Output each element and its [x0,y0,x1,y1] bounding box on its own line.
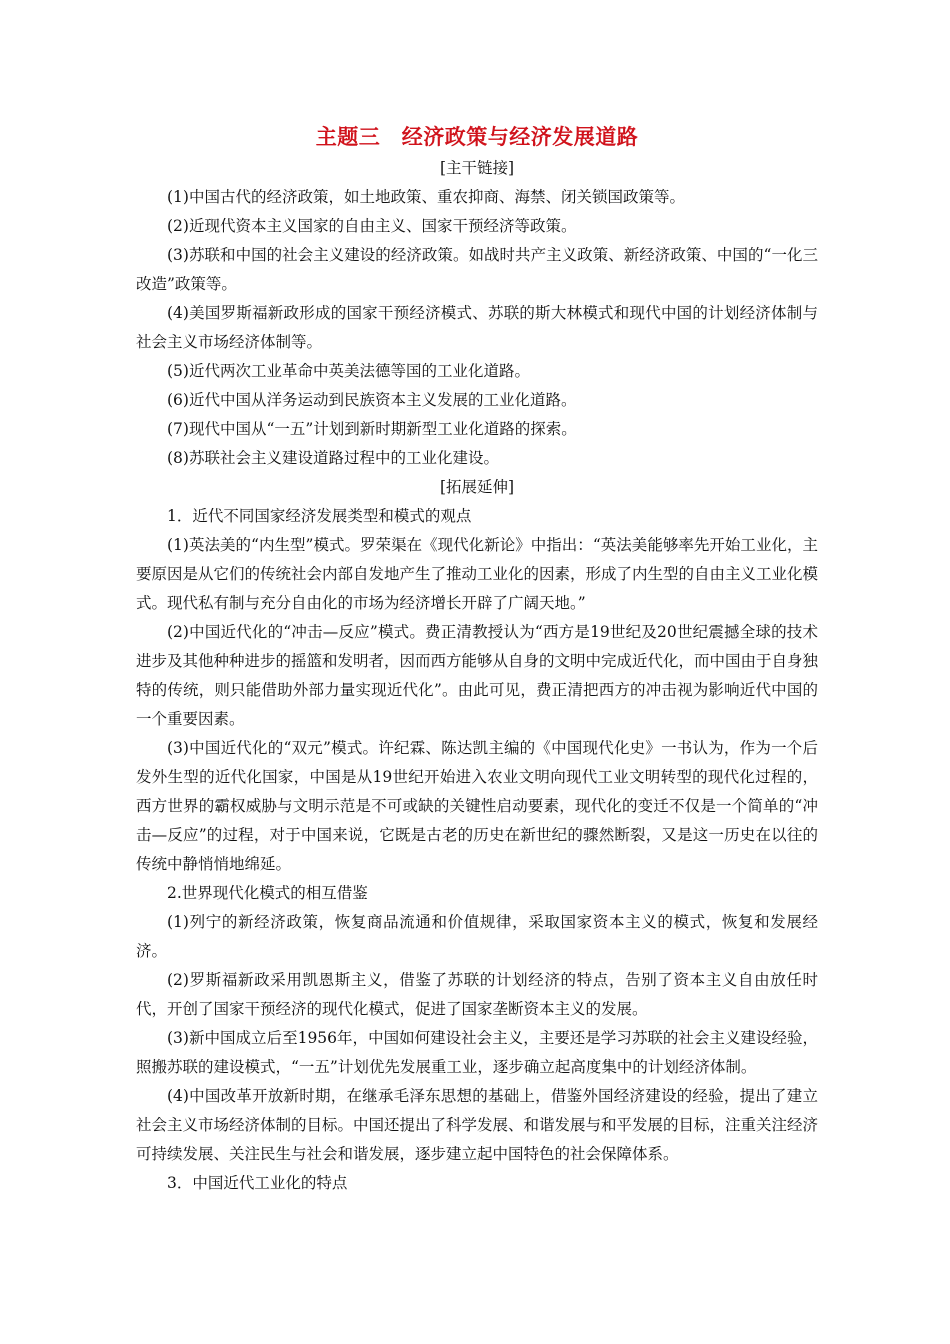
section-2-para-3: (3)新中国成立后至1956年，中国如何建设社会主义，主要还是学习苏联的社会主义建设经验，照搬苏联的建设模式，“一五”计划优先发展重工业，逐步确立起高度集中的计划经济体制。 [136,1029,818,1076]
trunk-item-5: (5)近代两次工业革命中英美法德等国的工业化道路。 [167,362,530,380]
extension-heading: [拓展延伸] [439,478,515,496]
section-1-para-1: (1)英法美的“内生型”模式。罗荣渠在《现代化新论》中指出：“英法美能够率先开始工业化，主要原因是从它们的传统社会内部自发地产生了推动工业化的因素，形成了内生型的自由主义工业化模式。现代私有制与充分自由化的市场为经济增长开辟了广阔天地。” [136,536,819,612]
trunk-item-8: (8)苏联社会主义建设道路过程中的工业化建设。 [167,449,499,467]
section-2-para-2: (2)罗斯福新政采用凯恩斯主义，借鉴了苏联的计划经济的特点，告别了资本主义自由放任时代，开创了国家干预经济的现代化模式，促进了国家垄断资本主义的发展。 [136,971,818,1018]
trunk-item-3: (3)苏联和中国的社会主义建设的经济政策。如战时共产主义政策、新经济政策、中国的“一化三改造”政策等。 [136,246,818,293]
section-1-para-2: (2)中国近代化的“冲击—反应”模式。费正清教授认为“西方是19世纪及20世纪震撼全球的技术进步及其他种种进步的摇篮和发明者，因而西方能够从自身的文明中完成近代化，而中国由于自身独特的传统，则只能借助外部力量实现近代化”。由此可见，费正清把西方的冲击视为影响近代中国的一个重要因素。 [136,623,819,728]
page-title: 主题三 经济政策与经济发展道路 [315,125,639,149]
section-3-title: 3．中国近代工业化的特点 [167,1174,348,1192]
section-2-para-1: (1)列宁的新经济政策，恢复商品流通和价值规律，采取国家资本主义的模式，恢复和发展经济。 [136,913,818,960]
document-body [136,120,818,1198]
trunk-item-4: (4)美国罗斯福新政形成的国家干预经济模式、苏联的斯大林模式和现代中国的计划经济体制与社会主义市场经济体制等。 [136,304,818,351]
section-2-para-4: (4)中国改革开放新时期，在继承毛泽东思想的基础上，借鉴外国经济建设的经验，提出了建立社会主义市场经济体制的目标。中国还提出了科学发展、和谐发展与和平发展的目标，注重关注经济可持续发展、关注民生与社会和谐发展，逐步建立起中国特色的社会保障体系。 [136,1087,819,1163]
section-2-title: 2.世界现代化模式的相互借鉴 [167,884,368,902]
section-1-title: 1．近代不同国家经济发展类型和模式的观点 [167,507,472,525]
trunk-link-heading: [主干链接] [439,159,515,177]
trunk-item-6: (6)近代中国从洋务运动到民族资本主义发展的工业化道路。 [167,391,577,409]
trunk-item-1: (1)中国古代的经济政策，如土地政策、重农抑商、海禁、闭关锁国政策等。 [167,188,685,206]
trunk-item-2: (2)近现代资本主义国家的自由主义、国家干预经济等政策。 [167,217,577,235]
section-1-para-3: (3)中国近代化的“双元”模式。许纪霖、陈达凯主编的《中国现代化史》一书认为，作为一个后发外生型的近代化国家，中国是从19世纪开始进入农业文明向现代工业文明转型的现代化过程的，西方世界的霸权威胁与文明示范是不可或缺的关键性启动要素，现代化的变迁不仅是一个简单的“冲击—反应”的过程，对于中国来说，它既是古老的历史在新世纪的骤然断裂，又是这一历史在以往的传统中静悄悄地绵延。 [136,739,818,873]
trunk-item-7: (7)现代中国从“一五”计划到新时期新型工业化道路的探索。 [167,420,577,438]
